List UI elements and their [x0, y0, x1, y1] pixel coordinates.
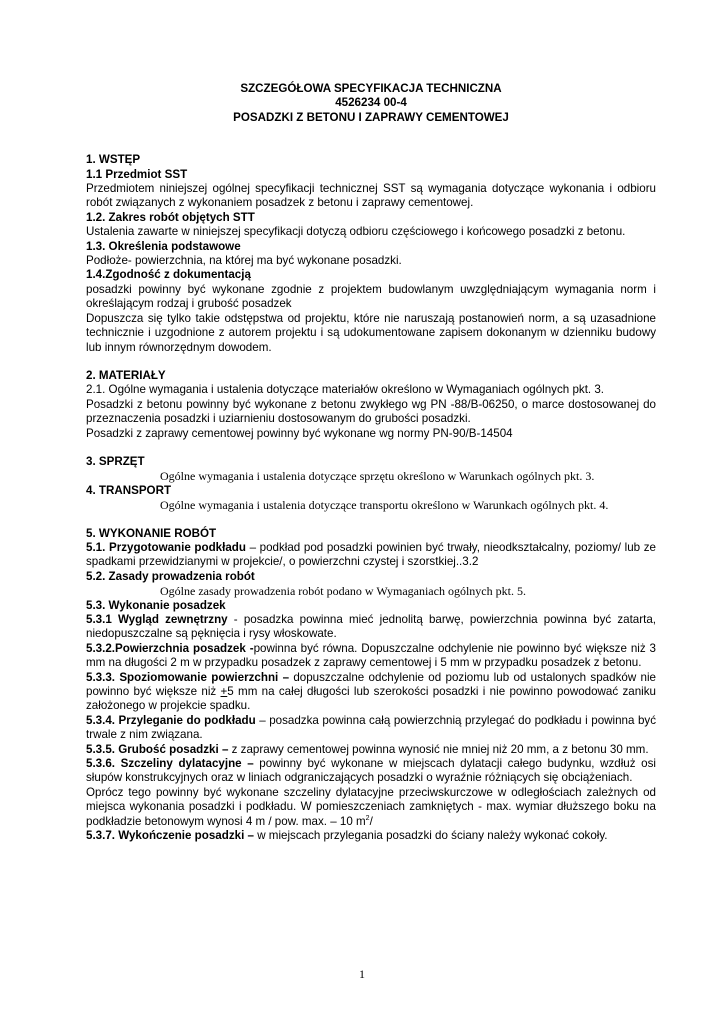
- section-5-3-5-heading: 5.3.5. Grubość posadzki –: [86, 742, 229, 756]
- section-5-3-3-heading: 5.3.3. Spoziomowanie powierzchni –: [86, 670, 290, 684]
- section-1-heading: 1. WSTĘP: [86, 153, 141, 167]
- section-5-3-7-heading: 5.3.7. Wykończenie posadzki –: [86, 829, 254, 843]
- section-5-3-2: [86, 642, 656, 671]
- section-5-3-heading: 5.3. Wykonanie posadzek: [86, 598, 226, 612]
- plus-minus-sign: +: [220, 685, 228, 699]
- section-5-3-2-text: powinna być równa. Dopuszczalne odchylenie nie powinno być większe niż 3 mm na długości 2 m w przypadku posadzek z zaprawy cementowej i 5 mm w przypadku posadzek z betonu.: [86, 641, 656, 670]
- section-5-3-5: [86, 743, 656, 757]
- section-1-1-text: Przedmiotem niniejszej ogólnej specyfikacji technicznej SST są wymagania dotyczące wykonania i odbioru robót związanych z wykonaniem posadzek z betonu i zaprawy cementowej.: [86, 182, 656, 210]
- section-5-3-2-heading: 5.3.2.Powierzchnia posadzek -: [86, 641, 254, 655]
- section-2-text-1: 2.1. Ogólne wymagania i ustalenia dotyczące materiałów określono w Wymaganiach ogólnych pkt. 3.: [86, 383, 605, 397]
- section-5-2-heading: 5.2. Zasady prowadzenia robót: [86, 569, 255, 583]
- section-5-heading: 5. WYKONANIE ROBÓT: [86, 526, 217, 540]
- section-5-3-1-text: - posadzka powinna mieć jednolitą barwę, powierzchnia powinna być zatarta, niedopuszczalne są pęknięcia i rysy włoskowate.: [86, 613, 656, 641]
- section-5-3-4: [86, 714, 656, 743]
- section-5-1-heading: 5.1. Przygotowanie podkładu: [86, 540, 246, 554]
- section-3-text: Ogólne wymagania i ustalenia dotyczące sprzętu określono w Warunkach ogólnych pkt. 3.: [160, 469, 595, 484]
- section-5-3-1-heading: 5.3.1 Wygląd zewnętrzny: [86, 613, 228, 626]
- section-1-1-heading: 1.1 Przedmiot SST: [86, 167, 188, 181]
- doc-title-line3: POSADZKI Z BETONU I ZAPRAWY CEMENTOWEJ: [233, 110, 509, 124]
- section-4-text: Ogólne wymagania i ustalenia dotyczące transportu określono w Warunkach ogólnych pkt. 4.: [160, 498, 609, 513]
- doc-title-line1: SZCZEGÓŁOWA SPECYFIKACJA TECHNICZNA: [240, 82, 502, 95]
- section-5-3-3-text-b: 5 mm na całej długości lub szerokości posadzki i nie powinno powodować zaniku założonego w projekcie spadku.: [86, 685, 656, 713]
- section-1-4-heading: 1.4.Zgodność z dokumentacją: [86, 268, 251, 282]
- section-1-2-text: Ustalenia zawarte w niniejszej specyfikacji dotyczą odbioru częściowego i końcowego posadzki z betonu.: [86, 225, 626, 239]
- section-5-3-4-text: – posadzka powinna całą powierzchnią przylegać do podkładu i powinna być trwale z nim związana.: [86, 713, 656, 742]
- section-5-3-7-text: w miejscach przylegania posadzki do ściany należy wykonać cokoły.: [253, 829, 608, 843]
- section-3-heading: 3. SPRZĘT: [86, 454, 145, 468]
- superscript-2: 2: [365, 814, 370, 822]
- section-2-text-2: Posadzki z betonu powinny być wykonane z betonu zwykłego wg PN -88/B-06250, o marce dostosowanej do przeznaczenia posadzki i uziarnieniu dostosowanym do grubości posadzki.: [86, 397, 656, 426]
- section-5-3-6-text-b-body: Oprócz tego powinny być wykonane szczeliny dylatacyjne przeciwskurczowe w odległościach zależnych od miejsca wykonania posadzki i podkładu. W pomieszczeniach zamkniętych - max. wymiar dłuższego boku na podkładzie betonowym wynosi 4 m / pow. max. – 10 m: [86, 785, 656, 828]
- section-2-heading: 2. MATERIAŁY: [86, 368, 166, 382]
- section-1-4-text-b: Dopuszcza się tylko takie odstępstwa od projektu, które nie naruszają postanowień norm, a są uzasadnione technicznie i uzgodnione z autorem projektu i są udokumentowane zapisem dokonanym w dzienniku budowy lub innym równorzędnym dowodem.: [86, 311, 656, 354]
- section-5-3-5-text: z zaprawy cementowej powinna wynosić nie mniej niż 20 mm, a z betonu 30 mm.: [228, 742, 649, 756]
- page-number: 1: [359, 967, 365, 981]
- document-page: [86, 82, 656, 844]
- section-1-3-heading: 1.3. Określenia podstawowe: [86, 239, 241, 253]
- section-2-text-3: Posadzki z zaprawy cementowej powinny być wykonane wg normy PN-90/B-14504: [86, 426, 513, 440]
- section-5-3-6-text-b: [86, 786, 656, 829]
- doc-title-code: 4526234 00-4: [335, 96, 407, 110]
- section-1-3-text: Podłoże- powierzchnia, na której ma być wykonane posadzki.: [86, 254, 402, 268]
- section-5-3-6-text: powinny być wykonane w miejscach dylatacji całego budynku, wzdłuż osi słupów konstrukcyjnych oraz w liniach odgraniczających posadzki o wyraźnie różniących się obciążeniach.: [86, 757, 657, 785]
- section-5-1-text: – podkład pod posadzki powinien być trwały, nieodkształcalny, poziomy/ lub ze spadkami przewidzianymi w projekcie/, o powierzchni czystej i szorstkiej..3.2: [86, 540, 656, 569]
- section-5-2-text: Ogólne zasady prowadzenia robót podano w Wymaganiach ogólnych pkt. 5.: [160, 584, 526, 599]
- section-1-4-text-a: posadzki powinny być wykonane zgodnie z projektem budowlanym uwzględniającym wymagania norm i określającym rodzaj i grubość posadzek: [86, 282, 656, 311]
- section-5-1: [86, 541, 656, 570]
- section-5-3-3: [86, 671, 656, 714]
- section-5-3-7: [86, 829, 656, 843]
- section-5-3-6: [86, 757, 656, 786]
- section-4-heading: 4. TRANSPORT: [86, 483, 172, 497]
- section-5-3-1: [86, 613, 656, 642]
- section-5-3-4-heading: 5.3.4. Przyleganie do podkładu: [86, 713, 256, 727]
- section-1-2-heading: 1.2. Zakres robót objętych STT: [86, 210, 255, 224]
- section-5-3-3-text-a: dopuszczalne odchylenie od poziomu lub od ustalonych spadków nie powinno być większe niż: [86, 670, 656, 699]
- section-5-3-6-heading: 5.3.6. Szczeliny dylatacyjne –: [86, 757, 254, 771]
- section-5-3-6-text-b-end: /: [369, 814, 373, 828]
